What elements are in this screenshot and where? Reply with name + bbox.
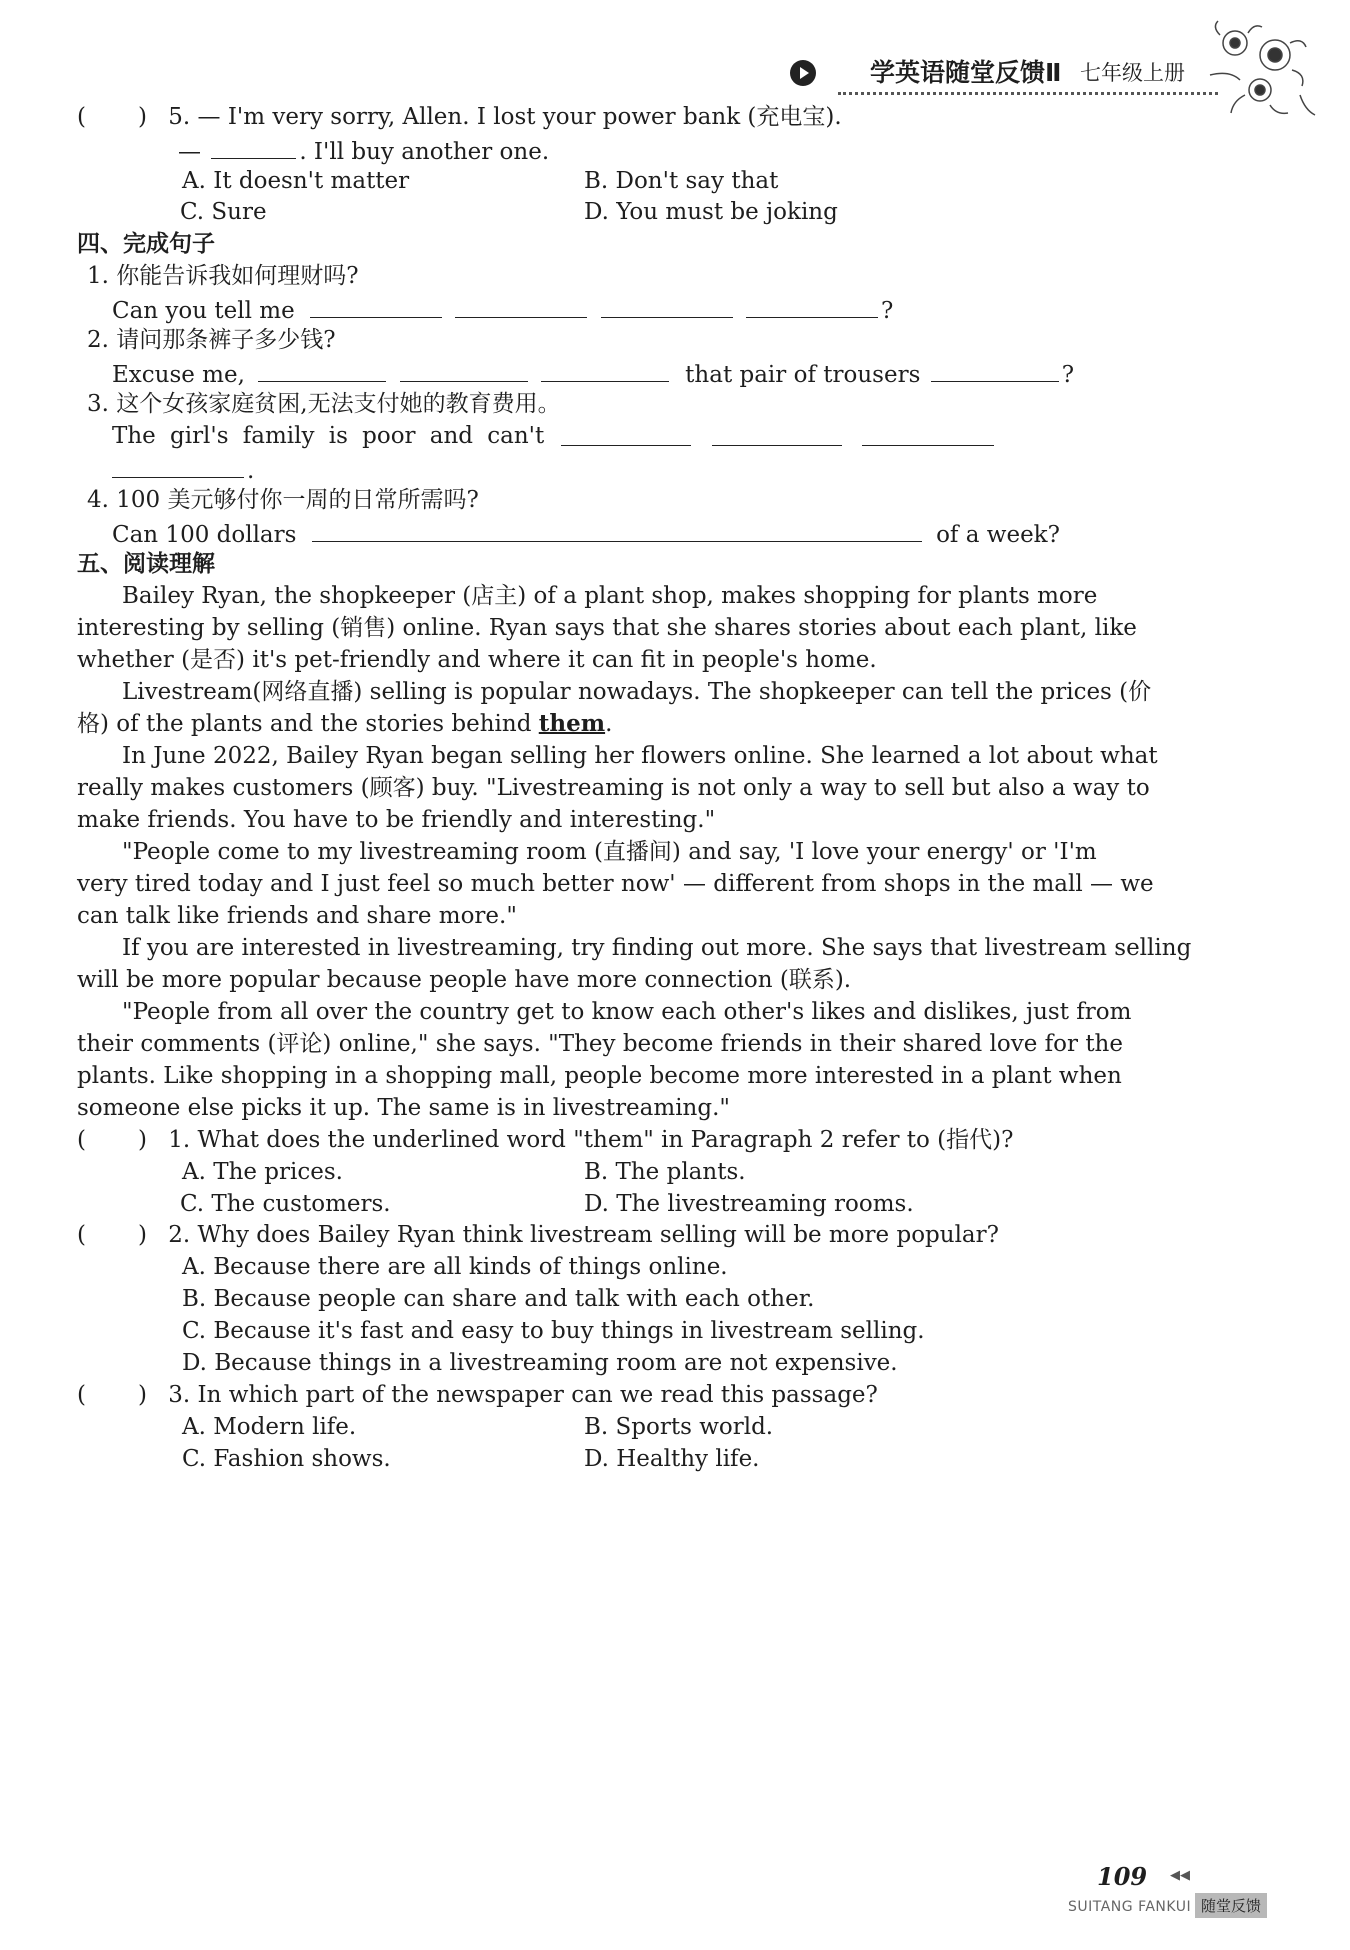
- q5-reply-line: [178, 134, 549, 167]
- answer-paren-open: (: [77, 104, 86, 130]
- sentence-4-en: Can 100 dollars of a week?: [112, 517, 1060, 550]
- reading-q1-stem: 1. What does the underlined word "them" in Paragraph 2 refer to (指代)?: [168, 1127, 1014, 1153]
- option: C. The customers.: [180, 1191, 391, 1217]
- option: C. Sure: [180, 199, 267, 225]
- blank[interactable]: [112, 453, 244, 478]
- q5-stem: 5. — I'm very sorry, Allen. I lost your power bank (充电宝).: [168, 104, 842, 130]
- option: B. The plants.: [584, 1159, 746, 1185]
- q5-stem-line: [77, 102, 842, 132]
- blank[interactable]: [541, 357, 669, 382]
- q5-reply-rest: . I'll buy another one.: [299, 139, 550, 165]
- sentence-1-en: Can you tell me ?: [112, 293, 893, 326]
- footer-brand-cn: 随堂反馈: [1195, 1893, 1267, 1918]
- sunflower-icon: [1200, 15, 1320, 125]
- answer-paren-close: ): [137, 104, 147, 130]
- footer-brand-en: SUITANG FANKUI: [1068, 1899, 1192, 1915]
- answer-paren-open: (: [77, 1382, 86, 1408]
- section4-heading: 四、完成句子: [77, 231, 215, 257]
- option: B. Don't say that: [584, 168, 779, 194]
- play-circle-icon: [790, 60, 816, 86]
- passage-line: "People from all over the country get to know each other's likes and dislikes, just from: [122, 999, 1132, 1025]
- blank[interactable]: [601, 293, 733, 318]
- answer-paren-open: (: [77, 1127, 86, 1153]
- answer-paren-close: ): [137, 1382, 147, 1408]
- passage-line: really makes customers (顾客) buy. "Livestreaming is not only a way to sell but also a way to: [77, 775, 1150, 801]
- passage-line: interesting by selling (销售) online. Ryan says that she shares stories about each plant, like: [77, 615, 1137, 641]
- section5-heading: 五、阅读理解: [77, 551, 215, 577]
- passage-line: make friends. You have to be friendly and interesting.": [77, 807, 716, 833]
- book-title: 学英语随堂反馈Ⅱ: [870, 58, 1062, 87]
- blank[interactable]: [561, 421, 691, 446]
- option: B. Because people can share and talk with each other.: [182, 1286, 815, 1312]
- answer-paren-open: (: [77, 1222, 86, 1248]
- reading-q2-stem-line: [77, 1220, 999, 1250]
- sentence-1-cn: 1. 你能告诉我如何理财吗?: [87, 263, 359, 289]
- header-dotted-rule: [838, 92, 1218, 95]
- reading-q3-stem: 3. In which part of the newspaper can we read this passage?: [168, 1382, 878, 1408]
- answer-paren-close: ): [137, 1127, 147, 1153]
- passage-line: "People come to my livestreaming room (直播间) and say, 'I love your energy' or 'I'm: [122, 839, 1097, 865]
- q5-reply-dash: —: [178, 139, 201, 165]
- option: A. It doesn't matter: [182, 168, 410, 194]
- sentence-3-en: The girl's family is poor and can't: [112, 421, 997, 451]
- blank[interactable]: [258, 357, 386, 382]
- reading-q1-stem-line: [77, 1125, 1013, 1155]
- option: D. Because things in a livestreaming room are not expensive.: [182, 1350, 898, 1376]
- sentence-4-cn: 4. 100 美元够付你一周的日常所需吗?: [87, 487, 479, 513]
- reading-q2-stem: 2. Why does Bailey Ryan think livestream selling will be more popular?: [168, 1222, 999, 1248]
- passage-line: plants. Like shopping in a shopping mall, people become more interested in a plant when: [77, 1063, 1122, 1089]
- option: A. Because there are all kinds of things online.: [182, 1254, 728, 1280]
- blank[interactable]: [746, 293, 878, 318]
- passage-line: whether (是否) it's pet-friendly and where it can fit in people's home.: [77, 647, 877, 673]
- q5-blank[interactable]: [211, 134, 296, 159]
- book-subtitle: 七年级上册: [1080, 61, 1185, 85]
- blank[interactable]: [312, 517, 922, 542]
- blank[interactable]: [931, 357, 1059, 382]
- sentence-2-en: Excuse me, that pair of trousers ?: [112, 357, 1074, 390]
- option: A. Modern life.: [182, 1414, 357, 1440]
- option: D. The livestreaming rooms.: [584, 1191, 914, 1217]
- option: C. Because it's fast and easy to buy things in livestream selling.: [182, 1318, 925, 1344]
- double-arrow-left-icon: ◀◀: [1170, 1868, 1190, 1883]
- passage-line: 格) of the plants and the stories behind them.: [77, 710, 613, 737]
- passage-line: can talk like friends and share more.": [77, 903, 517, 929]
- passage-line: Livestream(网络直播) selling is popular nowadays. The shopkeeper can tell the prices (价: [122, 679, 1152, 705]
- option: B. Sports world.: [584, 1414, 774, 1440]
- answer-paren-close: ): [137, 1222, 147, 1248]
- blank[interactable]: [455, 293, 587, 318]
- passage-line: In June 2022, Bailey Ryan began selling her flowers online. She learned a lot about what: [122, 743, 1158, 769]
- blank[interactable]: [712, 421, 842, 446]
- passage-line: someone else picks it up. The same is in livestreaming.": [77, 1095, 730, 1121]
- blank[interactable]: [310, 293, 442, 318]
- blank[interactable]: [400, 357, 528, 382]
- passage-line: very tired today and I just feel so much better now' — different from shops in the mall — we: [77, 871, 1154, 897]
- sentence-3-en-cont: .: [112, 453, 254, 486]
- passage-line: Bailey Ryan, the shopkeeper (店主) of a plant shop, makes shopping for plants more: [122, 583, 1098, 609]
- passage-line: will be more popular because people have more connection (联系).: [77, 967, 852, 993]
- option: A. The prices.: [182, 1159, 343, 1185]
- passage-line: their comments (评论) online," she says. "They become friends in their shared love for the: [77, 1031, 1123, 1057]
- reading-q3-stem-line: [77, 1380, 878, 1410]
- underlined-word: them: [538, 710, 606, 737]
- sentence-3-cn: 3. 这个女孩家庭贫困,无法支付她的教育费用。: [87, 391, 561, 417]
- option: C. Fashion shows.: [182, 1446, 391, 1472]
- passage-line: If you are interested in livestreaming, try finding out more. She says that livestream selling: [122, 935, 1192, 961]
- blank[interactable]: [862, 421, 994, 446]
- option: D. Healthy life.: [584, 1446, 760, 1472]
- page-number: 109: [1097, 1862, 1148, 1891]
- sentence-2-cn: 2. 请问那条裤子多少钱?: [87, 327, 336, 353]
- option: D. You must be joking: [584, 199, 838, 225]
